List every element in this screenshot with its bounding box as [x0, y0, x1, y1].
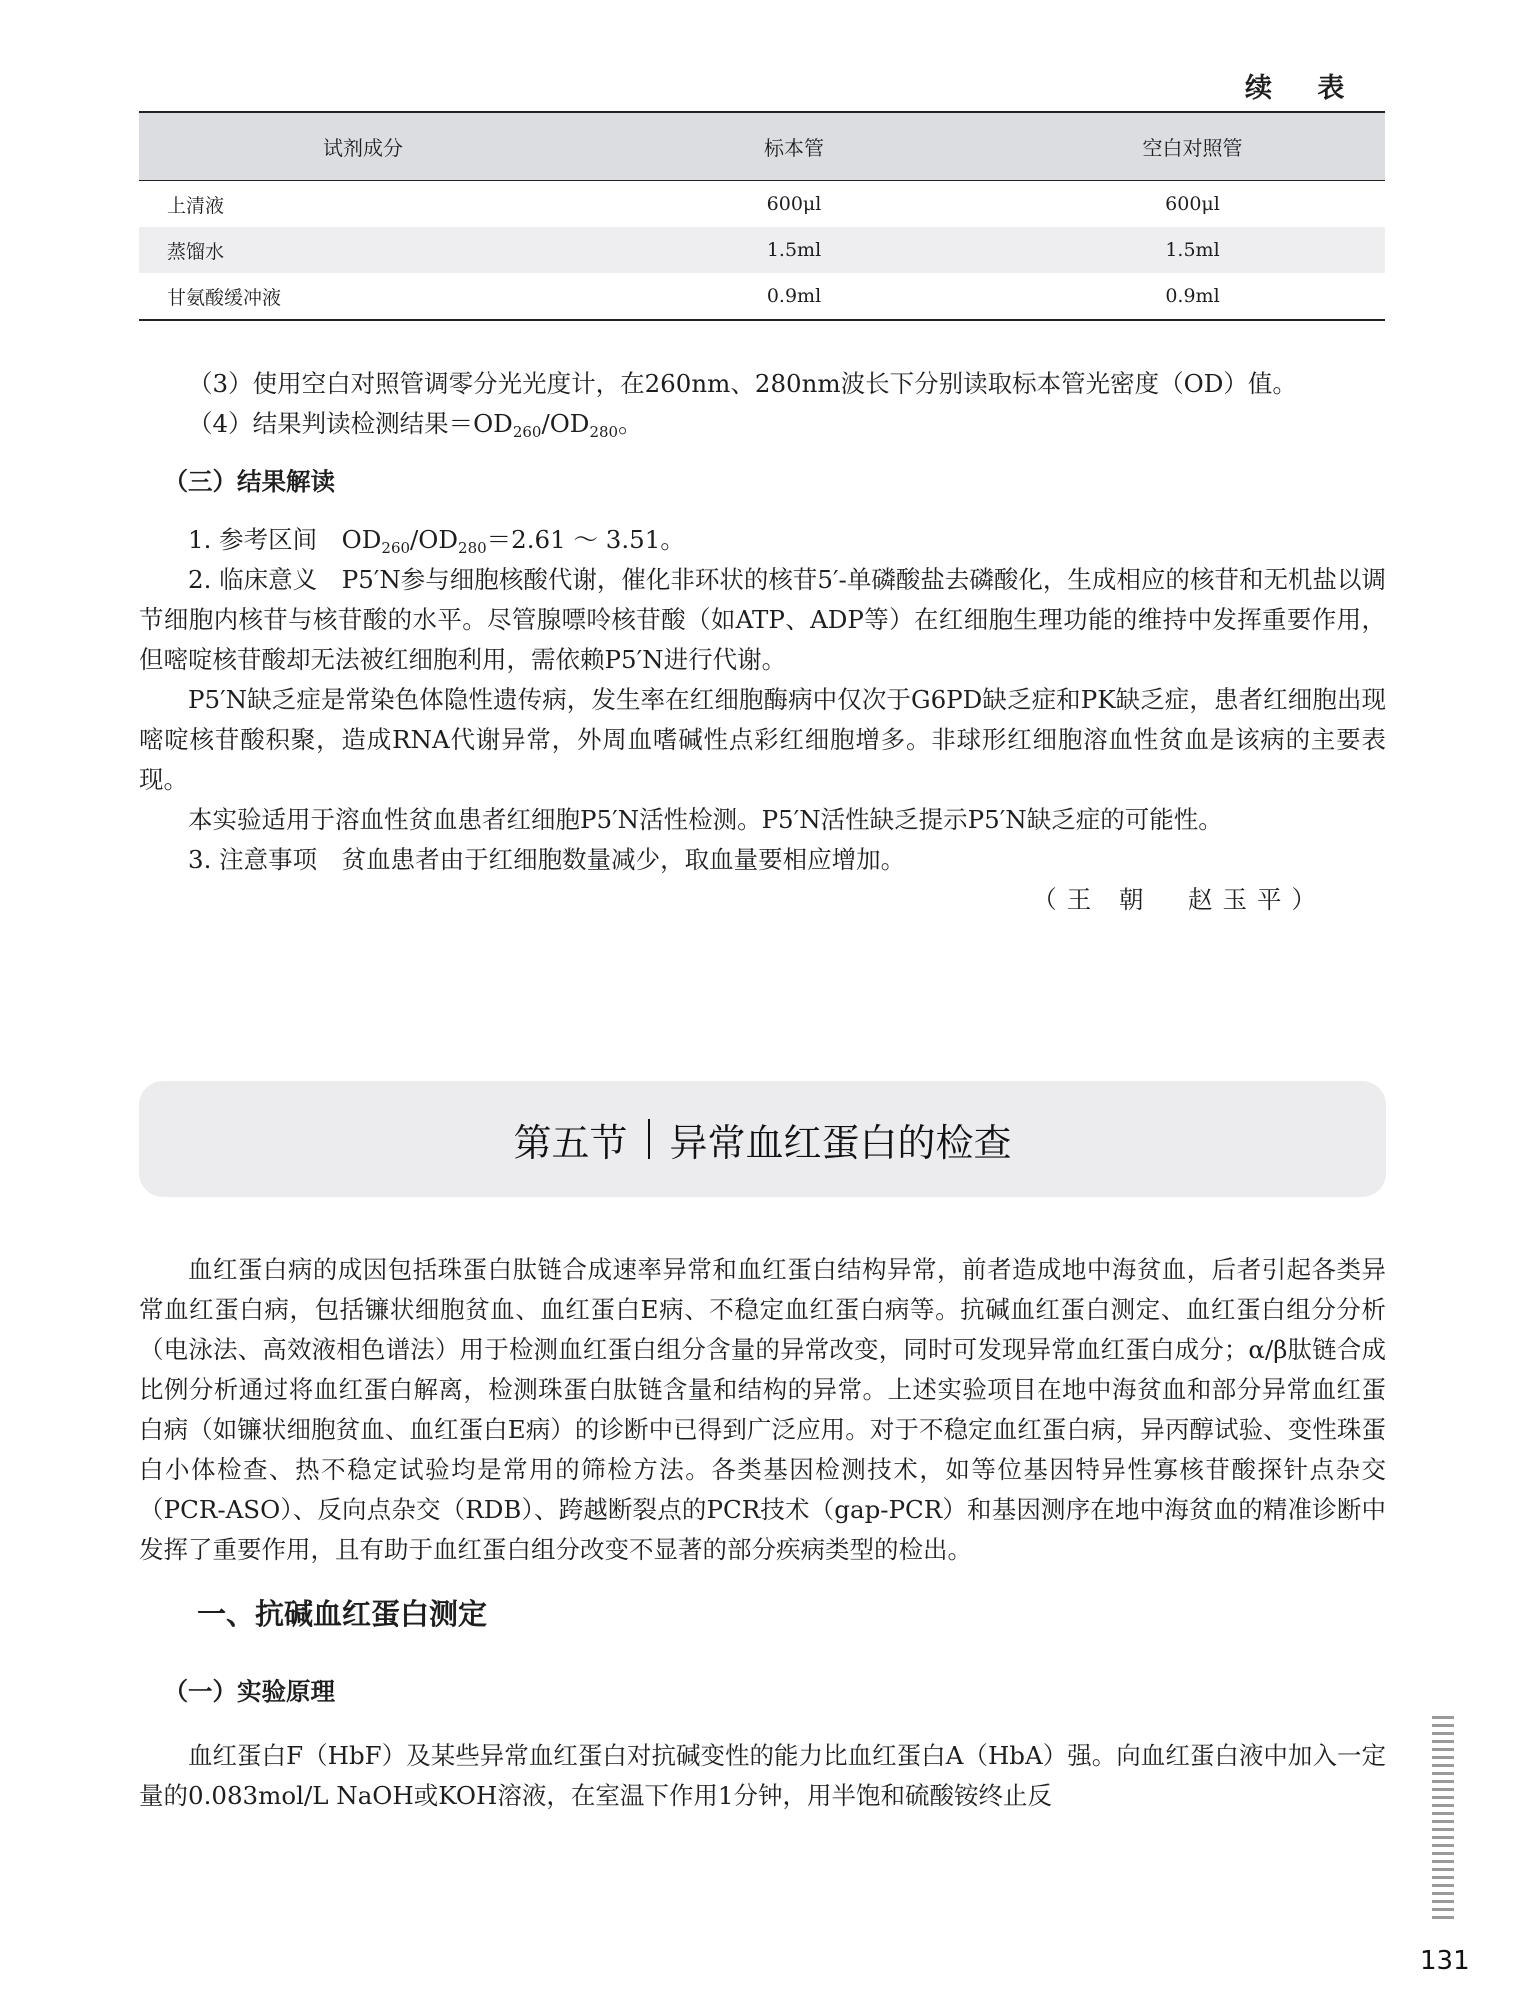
- page-number: 131: [1420, 1946, 1470, 1976]
- continued-table-label: 续 表: [1245, 73, 1363, 104]
- procedure-and-results: [139, 364, 1386, 920]
- table-cell: 1.5ml: [588, 227, 1000, 273]
- authors: （王 朝 赵玉平）: [1032, 885, 1326, 914]
- table-header-cell: 空白对照管: [1000, 112, 1385, 181]
- table-header-cell: 标本管: [588, 112, 1000, 181]
- section-number: 第五节: [513, 1120, 628, 1165]
- section-banner: [139, 1081, 1386, 1197]
- section-divider: [648, 1119, 650, 1159]
- step-4: （4）结果判读检测结果$=OD_{260}/OD_{280}$。: [188, 409, 643, 441]
- subheading-principle: （一）实验原理: [163, 1677, 335, 1706]
- heading-antialkali: 一、抗碱血红蛋白测定: [197, 1597, 488, 1631]
- table-header-cell: 试剂成分: [139, 112, 588, 181]
- reagent-table: [139, 111, 1385, 321]
- deficiency-paragraph: P5′N缺乏症是常染色体隐性遗传病，发生率在红细胞酶病中仅次于G6PD缺乏症和PK缺乏症，患者红细胞出现嘧啶核苷酸积聚，造成RNA代谢异常，外周血嗜碱性点彩红细胞增多。非球形红细胞溶血性贫血是该病的主要表现。: [139, 685, 1386, 794]
- results-heading: （三）结果解读: [163, 467, 335, 496]
- clinical-significance: 2. 临床意义 P5′N参与细胞核酸代谢，催化非环状的核苷5′-单磷酸盐去磷酸化，生成相应的核苷和无机盐以调节细胞内核苷与核苷酸的水平。尽管腺嘌呤核苷酸（如ATP、ADP等）在红细胞生理功能的维持中发挥重要作用，但嘧啶核苷酸却无法被红细胞利用，需依赖P5′N进行代谢。: [139, 565, 1386, 674]
- table-cell: 甘氨酸缓冲液: [139, 273, 588, 320]
- section-body: [139, 1250, 1386, 1816]
- table-cell: 0.9ml: [588, 273, 1000, 320]
- table-cell: 600μl: [766, 193, 822, 215]
- section-title: 异常血红蛋白的检查: [669, 1120, 1012, 1165]
- principle-paragraph: 血红蛋白F（HbF）及某些异常血红蛋白对抗碱变性的能力比血红蛋白A（HbA）强。向血红蛋白液中加入一定量的0.083mol/L NaOH或KOH溶液，在室温下作用1分钟，用半饱和硫酸铵终止反: [139, 1741, 1386, 1810]
- table-header-row: [139, 112, 1385, 181]
- applicability-paragraph: 本实验适用于溶血性贫血患者红细胞P5′N活性检测。P5′N活性缺乏提示P5′N缺乏症的可能性。: [188, 805, 1223, 834]
- step-3: （3）使用空白对照管调零分光光度计，在260nm、280nm波长下分别读取标本管光密度（OD）值。: [188, 369, 1297, 398]
- table-row: [139, 273, 1385, 320]
- table-row: [139, 181, 1385, 228]
- thumb-index-marker: [1432, 1716, 1454, 1924]
- table-cell: 0.9ml: [1000, 273, 1385, 320]
- intro-paragraph: 血红蛋白病的成因包括珠蛋白肽链合成速率异常和血红蛋白结构异常，前者造成地中海贫血，后者引起各类异常血红蛋白病，包括镰状细胞贫血、血红蛋白E病、不稳定血红蛋白病等。抗碱血红蛋白测定、血红蛋白组分分析（电泳法、高效液相色谱法）用于检测血红蛋白组分含量的异常改变，同时可发现异常血红蛋白成分；α/β肽链合成比例分析通过将血红蛋白解离，检测珠蛋白肽链含量和结构的异常。上述实验项目在地中海贫血和部分异常血红蛋白病（如镰状细胞贫血、血红蛋白E病）的诊断中已得到广泛应用。对于不稳定血红蛋白病，异丙醇试验、变性珠蛋白小体检查、热不稳定试验均是常用的筛检方法。各类基因检测技术，如等位基因特异性寡核苷酸探针点杂交（PCR-ASO）、反向点杂交（RDB）、跨越断裂点的PCR技术（gap-PCR）和基因测序在地中海贫血的精准诊断中发挥了重要作用，且有助于血红蛋白组分改变不显著的部分疾病类型的检出。: [139, 1255, 1386, 1564]
- table-cell: 上清液: [167, 194, 225, 217]
- table-cell: 蒸馏水: [139, 227, 588, 273]
- table-cell: 1.5ml: [1000, 227, 1385, 273]
- notes-paragraph: 3. 注意事项 贫血患者由于红细胞数量减少，取血量要相应增加。: [188, 845, 906, 874]
- table-cell: 600μl: [1165, 193, 1220, 215]
- table-row: [139, 227, 1385, 273]
- reference-range: 1. 参考区间 $OD_{260}/OD_{280}=2.61$ ～ 3.51。: [188, 525, 685, 557]
